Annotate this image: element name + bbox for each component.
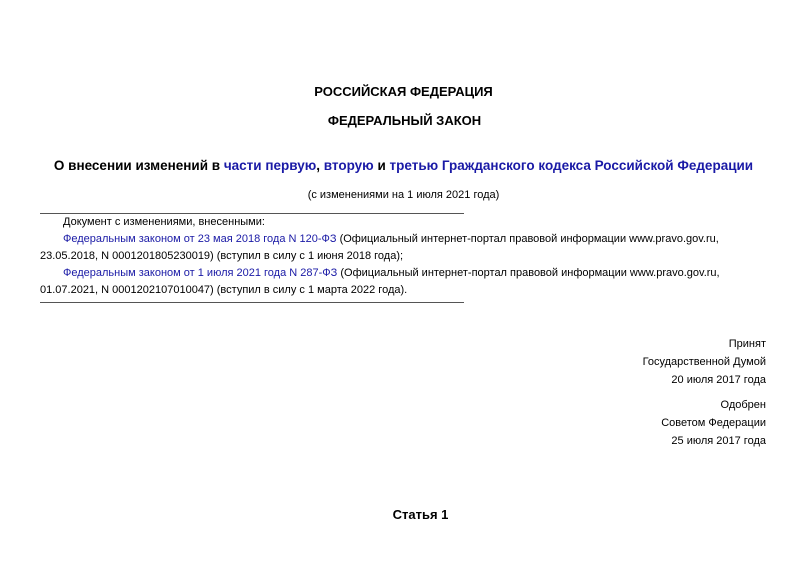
- change-item: [40, 265, 766, 299]
- title-separator-2: и: [373, 158, 390, 173]
- changes-intro: Документ с изменениями, внесенными:: [63, 216, 265, 228]
- change-law-link[interactable]: Федеральным законом от 23 мая 2018 года N 120-ФЗ: [63, 233, 337, 245]
- adopted-label: Принят: [728, 338, 766, 350]
- approved-block: [661, 396, 766, 450]
- title-prefix: О внесении изменений в: [53, 158, 224, 173]
- adopted-date: 20 июля 2017 года: [671, 374, 766, 386]
- approved-by: Советом Федерации: [661, 417, 766, 429]
- revision-note: (с изменениями на 1 июля 2021 года): [307, 189, 500, 201]
- change-details: (Официальный интернет-портал правовой информации www.pravo.gov.ru, 23.05.2018, N 0001201805230019) (вступил в силу с 1 июня 2018 года);: [40, 233, 719, 262]
- approved-date: 25 июля 2017 года: [671, 435, 766, 447]
- law-title: [0, 157, 807, 175]
- link-part-third[interactable]: третью Гражданского кодекса Российской Федерации: [389, 158, 754, 173]
- adopted-block: [643, 335, 766, 389]
- country-heading: РОССИЙСКАЯ ФЕДЕРАЦИЯ: [314, 84, 493, 99]
- article-heading: Статья 1: [392, 507, 449, 522]
- change-law-link[interactable]: Федеральным законом от 1 июля 2021 года N 287-ФЗ: [63, 267, 338, 279]
- link-part-second[interactable]: вторую: [323, 158, 374, 173]
- adopted-by: Государственной Думой: [642, 356, 766, 368]
- changes-block: [40, 214, 766, 299]
- link-part-first[interactable]: части первую: [223, 158, 317, 173]
- change-item: [40, 231, 766, 265]
- law-type-heading: ФЕДЕРАЛЬНЫЙ ЗАКОН: [327, 113, 482, 128]
- approved-label: Одобрен: [720, 399, 766, 411]
- bottom-divider: [40, 302, 464, 303]
- title-separator-1: ,: [316, 158, 324, 173]
- change-details: (Официальный интернет-портал правовой информации www.pravo.gov.ru, 01.07.2021, N 0001202107010047) (вступил в силу с 1 марта 2022 года).: [40, 267, 720, 296]
